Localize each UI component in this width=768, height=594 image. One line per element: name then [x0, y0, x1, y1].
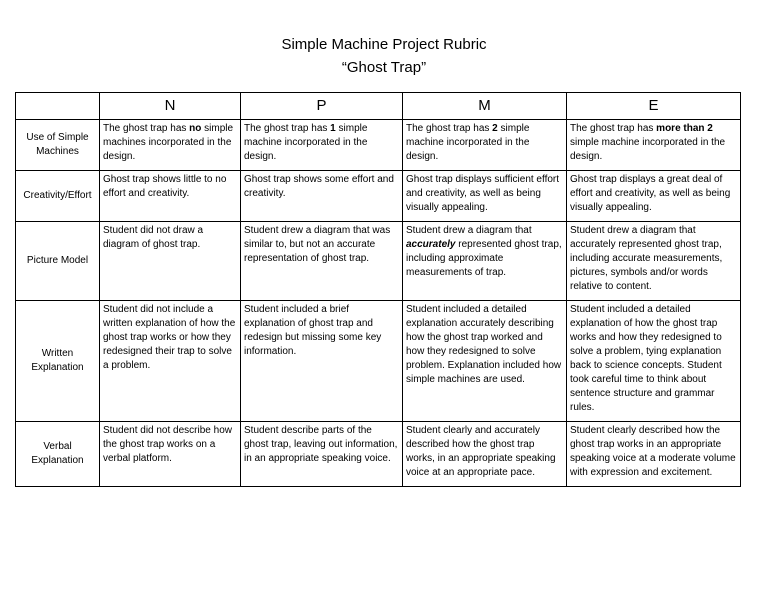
descriptor-cell-e — [567, 222, 741, 301]
descriptor-cell-e — [567, 120, 741, 171]
descriptor-text: Student included a detailed explanation of how the ghost trap works and how they redesigned to solve a problem, tying explanation back to science concepts. Student took careful time to think about sentence structure and grammar rules. — [570, 304, 722, 413]
corner-cell — [16, 93, 100, 120]
descriptor-text: Student describe parts of the ghost trap, leaving out information, in an appropriate speaking voice. — [244, 425, 398, 464]
descriptor-cell-e — [567, 422, 741, 487]
descriptor-cell-p — [241, 120, 403, 171]
descriptor-text: The ghost trap has — [406, 123, 493, 134]
level-header-p: P — [241, 93, 403, 120]
criterion-label: Written Explanation — [16, 301, 100, 422]
rubric-table — [15, 92, 741, 487]
descriptor-emphasis: accurately — [406, 239, 456, 250]
descriptor-text: Ghost trap shows some effort and creativity. — [244, 174, 394, 199]
descriptor-cell-n — [100, 301, 241, 422]
descriptor-cell-m — [403, 171, 567, 222]
descriptor-text: The ghost trap has — [103, 123, 190, 134]
descriptor-emphasis: 2 — [492, 123, 498, 134]
descriptor-text: Student did not include a written explanation of how the ghost trap works or how they redesigned their trap to solve a problem. — [103, 304, 236, 371]
descriptor-cell-n — [100, 422, 241, 487]
descriptor-emphasis: 1 — [330, 123, 336, 134]
descriptor-cell-p — [241, 171, 403, 222]
descriptor-text: Student drew a diagram that — [406, 225, 532, 236]
descriptor-text: The ghost trap has — [570, 123, 657, 134]
descriptor-cell-e — [567, 301, 741, 422]
table-row — [16, 301, 741, 422]
table-row — [16, 120, 741, 171]
descriptor-cell-n — [100, 222, 241, 301]
criterion-label: Use of Simple Machines — [16, 120, 100, 171]
descriptor-cell-n — [100, 120, 241, 171]
descriptor-emphasis: more than 2 — [656, 123, 713, 134]
page-subtitle: “Ghost Trap” — [341, 59, 427, 76]
descriptor-emphasis: no — [189, 123, 202, 134]
descriptor-text: Student did not describe how the ghost trap works on a verbal platform. — [103, 425, 232, 464]
table-row — [16, 171, 741, 222]
table-row — [16, 222, 741, 301]
criterion-label: Picture Model — [16, 222, 100, 301]
descriptor-text: Student clearly and accurately described how the ghost trap works, in an appropriate speaking voice at an appropriate pace. — [406, 425, 556, 478]
descriptor-cell-e — [567, 171, 741, 222]
descriptor-text: simple machine incorporated in the design. — [244, 123, 368, 162]
descriptor-cell-m — [403, 222, 567, 301]
descriptor-text: simple machines incorporated in the design. — [103, 123, 234, 162]
descriptor-text: simple machine incorporated in the design. — [406, 123, 530, 162]
descriptor-text: Ghost trap displays sufficient effort and creativity, as well as being visually appealing. — [406, 174, 560, 213]
descriptor-text: Student drew a diagram that was similar to, but not an accurate representation of ghost trap. — [244, 225, 391, 264]
criterion-label: Creativity/Effort — [16, 171, 100, 222]
descriptor-text: simple machine incorporated in the design. — [570, 137, 726, 162]
descriptor-cell-m — [403, 120, 567, 171]
descriptor-text: Ghost trap shows little to no effort and creativity. — [103, 174, 227, 199]
level-header-n: N — [100, 93, 241, 120]
descriptor-text: Ghost trap displays a great deal of effort and creativity, as well as being visually appealing. — [570, 174, 731, 213]
descriptor-text: Student did not draw a diagram of ghost trap. — [103, 225, 204, 250]
level-header-m: M — [403, 93, 567, 120]
criterion-label: Verbal Explanation — [16, 422, 100, 487]
descriptor-cell-p — [241, 222, 403, 301]
descriptor-cell-p — [241, 301, 403, 422]
descriptor-text: The ghost trap has — [244, 123, 331, 134]
descriptor-cell-m — [403, 422, 567, 487]
descriptor-cell-m — [403, 301, 567, 422]
header-row — [16, 93, 741, 120]
descriptor-text: represented ghost trap, including approximate measurements of trap. — [406, 239, 562, 278]
page-title: Simple Machine Project Rubric — [281, 36, 487, 53]
descriptor-text: Student clearly described how the ghost trap works in an appropriate speaking voice at a moderate volume with expression and excitement. — [570, 425, 736, 478]
descriptor-text: Student drew a diagram that accurately represented ghost trap, including accurate measurements, pictures, symbols and/or words relative to content. — [570, 225, 723, 292]
descriptor-text: Student included a detailed explanation accurately describing how the ghost trap worked and how they redesigned to solve problem. Explanation included how simple machines are used. — [406, 304, 562, 385]
table-row — [16, 422, 741, 487]
descriptor-cell-n — [100, 171, 241, 222]
descriptor-cell-p — [241, 422, 403, 487]
descriptor-text: Student included a brief explanation of ghost trap and redesign but missing some key information. — [244, 304, 382, 357]
level-header-e: E — [567, 93, 741, 120]
